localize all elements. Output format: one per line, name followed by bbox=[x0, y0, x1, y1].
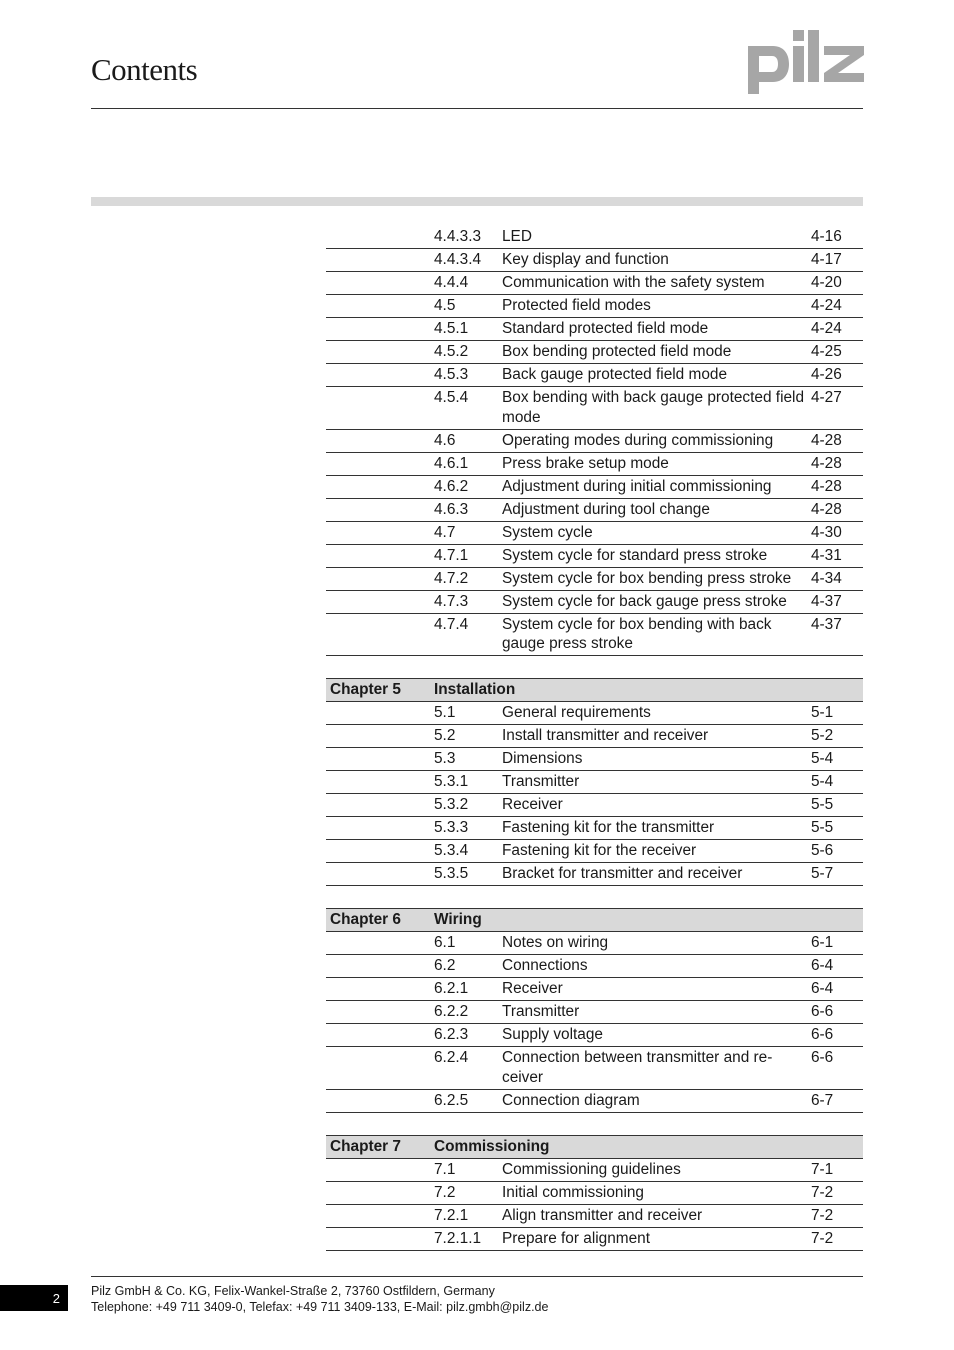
chapter-heading[interactable] bbox=[326, 1135, 863, 1159]
chapter-spacer bbox=[326, 886, 863, 908]
toc-entry-title: Install transmitter and receiver bbox=[502, 727, 709, 744]
toc-entry-page: 7-2 bbox=[811, 1229, 834, 1247]
section-band bbox=[91, 197, 863, 206]
toc-entry-title: Press brake setup mode bbox=[502, 454, 669, 472]
pilz-logo-icon bbox=[745, 24, 867, 96]
toc-entry-number: 7.1 bbox=[434, 1160, 456, 1178]
toc-entry-number: 4.7.2 bbox=[434, 569, 469, 587]
toc-entry-number: 5.3.4 bbox=[434, 842, 469, 859]
toc-entry-page: 5-1 bbox=[811, 704, 834, 721]
toc-entry-page: 4-31 bbox=[811, 546, 842, 564]
toc-entry-number: 4.6.2 bbox=[434, 477, 469, 495]
toc-entry-page: 4-16 bbox=[811, 228, 842, 245]
chapter-title: Installation bbox=[434, 681, 516, 698]
header-rule bbox=[91, 108, 863, 109]
toc-entry[interactable] bbox=[326, 1182, 863, 1205]
toc-entry[interactable] bbox=[326, 932, 863, 955]
toc-entry[interactable] bbox=[326, 545, 863, 568]
toc-entry-page: 6-4 bbox=[811, 980, 834, 997]
toc-entry-title: Notes on wiring bbox=[502, 934, 609, 951]
toc-entry-page: 5-4 bbox=[811, 773, 834, 790]
toc-entry-page: 4-20 bbox=[811, 274, 842, 291]
toc-entry-page: 4-37 bbox=[811, 615, 842, 633]
toc-entry[interactable] bbox=[326, 794, 863, 817]
toc-entry-number: 6.2.2 bbox=[434, 1003, 469, 1020]
toc-entry-number: 7.2.1.1 bbox=[434, 1229, 482, 1247]
toc-entry-page: 4-34 bbox=[811, 569, 842, 587]
footer-address bbox=[91, 1283, 548, 1315]
toc-entry[interactable] bbox=[326, 702, 863, 725]
toc-entry-page: 5-4 bbox=[811, 750, 834, 767]
toc-entry-number: 4.5.2 bbox=[434, 343, 469, 360]
toc-entry-title: Supply voltage bbox=[502, 1026, 603, 1043]
toc-entry[interactable] bbox=[326, 249, 863, 272]
toc-entry-number: 5.3 bbox=[434, 750, 456, 767]
toc-entry[interactable] bbox=[326, 1024, 863, 1047]
toc-entry[interactable] bbox=[326, 863, 863, 886]
toc-entry-page: 4-17 bbox=[811, 251, 842, 268]
toc-entry-title: System cycle for box bending press stroke bbox=[502, 569, 792, 587]
toc-entry[interactable] bbox=[326, 1228, 863, 1251]
toc-entry-page: 7-1 bbox=[811, 1160, 834, 1178]
toc-entry-number: 5.3.1 bbox=[434, 773, 469, 790]
page-number: 2 bbox=[0, 1285, 68, 1311]
toc-entry[interactable] bbox=[326, 318, 863, 341]
toc-entry[interactable] bbox=[326, 522, 863, 545]
toc-entry-page: 4-26 bbox=[811, 366, 842, 383]
toc-entry-page: 7-2 bbox=[811, 1183, 834, 1201]
table-of-contents bbox=[326, 226, 863, 1251]
toc-entry-number: 6.2.1 bbox=[434, 980, 469, 997]
toc-entry[interactable] bbox=[326, 341, 863, 364]
toc-entry-number: 5.2 bbox=[434, 727, 456, 744]
toc-entry-title: Initial commissioning bbox=[502, 1183, 644, 1201]
toc-entry-number: 6.2.5 bbox=[434, 1091, 469, 1109]
toc-entry-number: 4.5.3 bbox=[434, 366, 469, 383]
toc-entry-number: 6.2.3 bbox=[434, 1026, 469, 1043]
toc-entry-title: Protected field modes bbox=[502, 297, 651, 314]
toc-entry-number: 4.7.1 bbox=[434, 546, 469, 564]
toc-entry-title: Align transmitter and receiver bbox=[502, 1206, 703, 1224]
toc-entry-title: General requirements bbox=[502, 704, 651, 721]
chapter-label: Chapter 7 bbox=[330, 1137, 401, 1155]
toc-entry-page: 5-5 bbox=[811, 819, 834, 836]
toc-entry-title: Communication with the safety system bbox=[502, 274, 765, 291]
toc-entry-title: System cycle for box bending with back gauge press stroke bbox=[502, 615, 772, 652]
toc-entry[interactable] bbox=[326, 476, 863, 499]
toc-entry-title: Key display and function bbox=[502, 251, 669, 268]
toc-entry[interactable] bbox=[326, 1090, 863, 1113]
toc-entry-title: Fastening kit for the transmitter bbox=[502, 819, 715, 836]
toc-entry-title: Adjustment during tool change bbox=[502, 500, 710, 518]
toc-entry-number: 4.4.4 bbox=[434, 274, 469, 291]
toc-entry[interactable] bbox=[326, 840, 863, 863]
toc-entry-number: 4.4.3.3 bbox=[434, 228, 482, 245]
footer-company-line: Pilz GmbH & Co. KG, Felix-Wankel-Straße 2, 73760 Ostfildern, Germany bbox=[91, 1284, 495, 1298]
toc-entry[interactable] bbox=[326, 955, 863, 978]
toc-entry-title: Dimensions bbox=[502, 750, 583, 767]
chapter-spacer bbox=[326, 656, 863, 678]
toc-entry-number: 4.7.4 bbox=[434, 615, 469, 633]
toc-entry-number: 5.3.5 bbox=[434, 865, 469, 882]
toc-entry[interactable] bbox=[326, 272, 863, 295]
toc-entry[interactable] bbox=[326, 1047, 863, 1090]
toc-entry-number: 5.1 bbox=[434, 704, 456, 721]
toc-entry[interactable] bbox=[326, 771, 863, 794]
footer-contact-line: Telephone: +49 711 3409-0, Telefax: +49 711 3409-133, E-Mail: pilz.gmbh@pilz.de bbox=[91, 1300, 549, 1314]
pilz-logo bbox=[745, 24, 867, 96]
chapter-label: Chapter 5 bbox=[330, 681, 401, 698]
toc-entry-page: 4-24 bbox=[811, 320, 842, 337]
toc-entry[interactable] bbox=[326, 817, 863, 840]
toc-entry[interactable] bbox=[326, 614, 863, 657]
toc-entry-number: 6.2 bbox=[434, 957, 456, 974]
toc-entry-page: 4-24 bbox=[811, 297, 842, 314]
toc-entry-title: LED bbox=[502, 228, 532, 245]
toc-entry-title: Adjustment during initial commissioning bbox=[502, 477, 772, 495]
toc-entry-page: 4-28 bbox=[811, 477, 842, 495]
toc-entry-number: 4.6 bbox=[434, 431, 456, 449]
toc-entry[interactable] bbox=[326, 387, 863, 430]
toc-entry-page: 5-2 bbox=[811, 727, 834, 744]
toc-entry-page: 6-6 bbox=[811, 1049, 834, 1066]
toc-entry-page: 6-7 bbox=[811, 1091, 834, 1109]
footer-rule bbox=[91, 1276, 863, 1277]
toc-entry-page: 4-28 bbox=[811, 454, 842, 472]
toc-entry-title: Receiver bbox=[502, 796, 563, 813]
toc-entry-number: 4.5.4 bbox=[434, 389, 469, 406]
toc-entry-number: 6.1 bbox=[434, 934, 456, 951]
toc-entry-number: 7.2 bbox=[434, 1183, 456, 1201]
toc-entry-number: 4.7 bbox=[434, 523, 456, 541]
toc-entry-number: 4.5 bbox=[434, 297, 456, 314]
toc-entry-title: System cycle for back gauge press stroke bbox=[502, 592, 787, 610]
toc-entry[interactable] bbox=[326, 1001, 863, 1024]
toc-entry-number: 4.6.1 bbox=[434, 454, 469, 472]
toc-entry-number: 4.4.3.4 bbox=[434, 251, 482, 268]
chapter-spacer bbox=[326, 1113, 863, 1135]
toc-entry-page: 5-7 bbox=[811, 865, 834, 882]
toc-entry-page: 5-6 bbox=[811, 842, 834, 859]
toc-entry-page: 4-25 bbox=[811, 343, 842, 360]
toc-entry-page: 4-27 bbox=[811, 389, 842, 406]
toc-entry-page: 5-5 bbox=[811, 796, 834, 813]
toc-entry-number: 5.3.3 bbox=[434, 819, 469, 836]
chapter-label: Chapter 6 bbox=[330, 911, 401, 928]
toc-entry-title: Connection between transmitter and re-ceiver bbox=[502, 1049, 773, 1086]
toc-entry-number: 5.3.2 bbox=[434, 796, 469, 813]
toc-entry-page: 6-4 bbox=[811, 957, 834, 974]
toc-entry-page: 6-1 bbox=[811, 934, 834, 951]
toc-entry-title: Commissioning guidelines bbox=[502, 1160, 681, 1178]
toc-entry-page: 4-28 bbox=[811, 431, 842, 449]
toc-entry-page: 4-37 bbox=[811, 592, 842, 610]
toc-entry-number: 4.5.1 bbox=[434, 320, 469, 337]
toc-entry-number: 4.7.3 bbox=[434, 592, 469, 610]
toc-entry-title: Standard protected field mode bbox=[502, 320, 709, 337]
toc-entry-page: 4-28 bbox=[811, 500, 842, 518]
toc-entry[interactable] bbox=[326, 430, 863, 453]
toc-entry-number: 7.2.1 bbox=[434, 1206, 469, 1224]
toc-entry-title: Connections bbox=[502, 957, 588, 974]
toc-entry[interactable] bbox=[326, 295, 863, 318]
toc-entry[interactable] bbox=[326, 725, 863, 748]
toc-entry-title: Prepare for alignment bbox=[502, 1229, 650, 1247]
toc-entry-title: Bracket for transmitter and receiver bbox=[502, 865, 743, 882]
toc-entry-title: Back gauge protected field mode bbox=[502, 366, 728, 383]
toc-entry-title: Fastening kit for the receiver bbox=[502, 842, 697, 859]
toc-entry[interactable] bbox=[326, 1205, 863, 1228]
toc-entry[interactable] bbox=[326, 978, 863, 1001]
toc-entry-title: Box bending with back gauge protected field mode bbox=[502, 389, 805, 426]
toc-entry-title: Transmitter bbox=[502, 1003, 580, 1020]
toc-entry[interactable] bbox=[326, 226, 863, 249]
toc-entry-number: 4.6.3 bbox=[434, 500, 469, 518]
page-title: Contents bbox=[91, 52, 198, 87]
toc-entry-title: Connection diagram bbox=[502, 1091, 640, 1109]
toc-entry[interactable] bbox=[326, 499, 863, 522]
chapter-title: Commissioning bbox=[434, 1137, 550, 1155]
toc-entry-title: Transmitter bbox=[502, 773, 580, 790]
toc-entry[interactable] bbox=[326, 453, 863, 476]
toc-entry-page: 6-6 bbox=[811, 1003, 834, 1020]
toc-entry[interactable] bbox=[326, 364, 863, 387]
toc-entry-title: Box bending protected field mode bbox=[502, 343, 732, 360]
chapter-heading[interactable] bbox=[326, 678, 863, 702]
toc-entry-title: Operating modes during commissioning bbox=[502, 431, 774, 449]
toc-entry-page: 4-30 bbox=[811, 523, 842, 541]
toc-entry[interactable] bbox=[326, 568, 863, 591]
toc-entry-page: 7-2 bbox=[811, 1206, 834, 1224]
toc-entry[interactable] bbox=[326, 1159, 863, 1182]
toc-entry-title: System cycle for standard press stroke bbox=[502, 546, 768, 564]
toc-entry-title: System cycle bbox=[502, 523, 593, 541]
toc-entry-page: 6-6 bbox=[811, 1026, 834, 1043]
chapter-heading[interactable] bbox=[326, 908, 863, 932]
toc-entry[interactable] bbox=[326, 748, 863, 771]
toc-entry-title: Receiver bbox=[502, 980, 563, 997]
toc-entry[interactable] bbox=[326, 591, 863, 614]
toc-entry-number: 6.2.4 bbox=[434, 1049, 469, 1066]
chapter-title: Wiring bbox=[434, 911, 482, 928]
